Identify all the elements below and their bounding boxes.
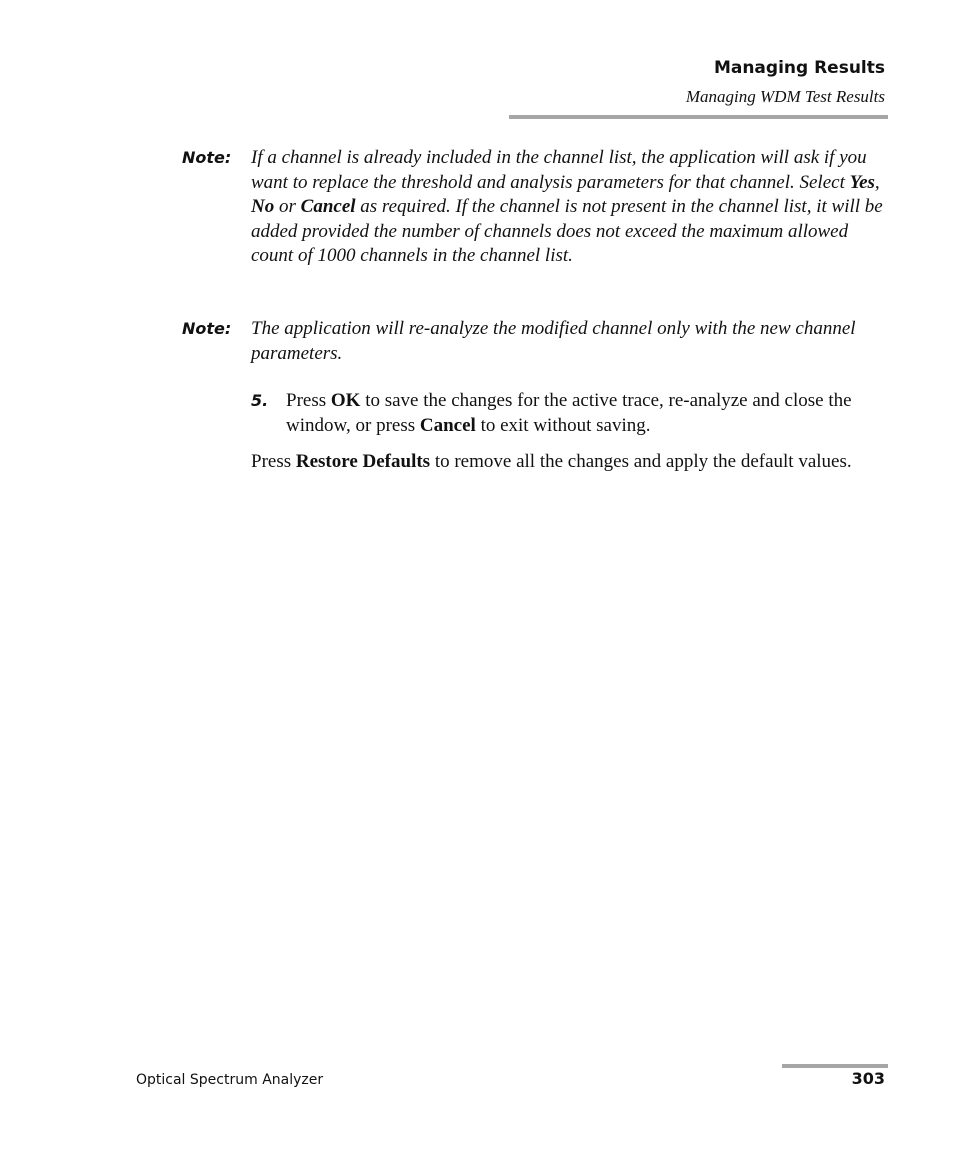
- note-text: [251, 146, 888, 269]
- note-label: Note:: [182, 148, 232, 167]
- body-paragraph: [251, 449, 888, 474]
- footer-rule: [782, 1064, 888, 1068]
- note-label: Note:: [182, 319, 232, 338]
- text-run: The application will re-analyze the modified channel only with the new channel parameters.: [251, 318, 856, 364]
- text-run: If a channel is already included in the channel list, the application will ask if you want to replace the threshold and analysis parameters for that channel. Select: [251, 147, 867, 193]
- text-run: Press: [251, 451, 296, 472]
- bold-term: Yes: [849, 171, 875, 193]
- text-run: or: [274, 196, 301, 217]
- page-header-title: Managing Results: [713, 58, 885, 78]
- bold-term: Cancel: [419, 414, 476, 436]
- text-run: as required. If the channel is not present in the channel list, it will be added provided the number of channels does not exceed the maximum allowed count of 1000 channels in the channel list.: [251, 196, 883, 266]
- text-run: to save the changes for the active trace, re-analyze and close the window, or press: [286, 390, 852, 436]
- note-text: [251, 317, 888, 366]
- page-number: 303: [851, 1069, 885, 1088]
- bold-term: Restore Defaults: [295, 451, 431, 472]
- bold-term: No: [251, 196, 275, 217]
- text-run: to remove all the changes and apply the default values.: [430, 451, 852, 472]
- text-run: to exit without saving.: [475, 414, 651, 436]
- header-rule: [509, 115, 888, 119]
- bold-term: OK: [330, 390, 361, 411]
- footer-product-name: Optical Spectrum Analyzer: [136, 1072, 324, 1088]
- note-block-1: [182, 146, 888, 269]
- step-text: [286, 389, 888, 438]
- note-block-2: [182, 317, 888, 366]
- text-run: ,: [874, 171, 880, 193]
- step-number: 5.: [251, 391, 269, 410]
- text-run: Press: [286, 390, 331, 411]
- step-item: [251, 389, 888, 438]
- page-header-subtitle: Managing WDM Test Results: [685, 87, 885, 106]
- bold-term: Cancel: [300, 196, 356, 217]
